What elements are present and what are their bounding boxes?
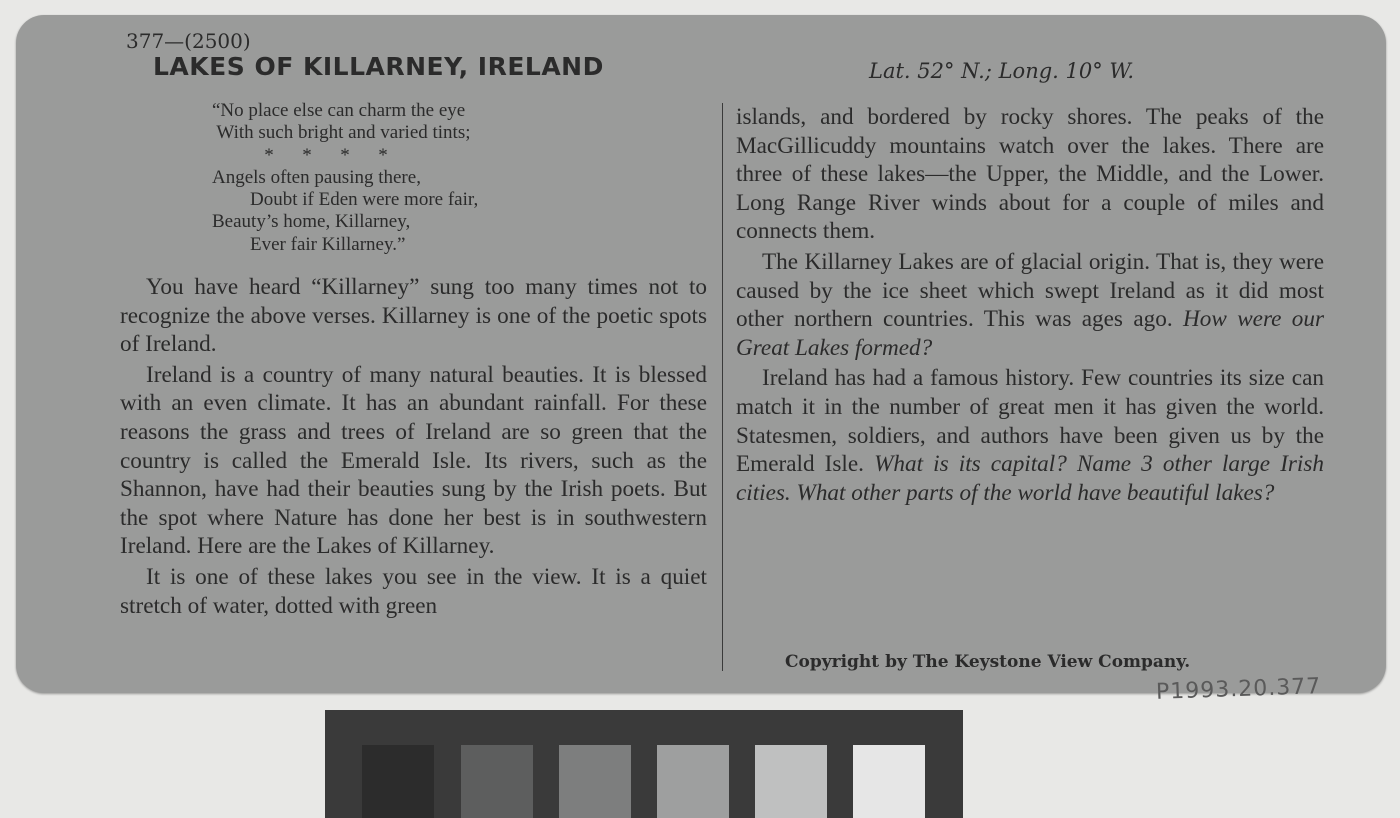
poem-line: Beauty’s home, Killarney,: [212, 211, 411, 233]
paragraph: [736, 364, 1324, 507]
poem-line: Doubt if Eden were more fair,: [212, 189, 479, 211]
poem-line: “No place else can charm the eye: [212, 100, 466, 121]
paragraph-text: The Killarney Lakes are of glacial origin. That is, they were caused by the ice sheet which swept Ireland as it did most other northern countries. This was ages ago.: [736, 248, 1324, 333]
color-checker: [325, 710, 963, 818]
accession-number: P1993.20.377: [1155, 674, 1322, 705]
study-question: What is its capital? Name 3 other large Irish cities. What other parts of the world have beautiful lakes?: [736, 451, 1324, 506]
poem-line: * * * *: [212, 144, 388, 166]
stereograph-card-back: [16, 15, 1386, 705]
card-title: LAKES OF KILLARNEY, IRELAND: [153, 52, 604, 81]
column-divider: [722, 103, 723, 671]
copyright-notice: Copyright by The Keystone View Company.: [785, 652, 1191, 672]
catalog-number: 377—(2500): [126, 29, 251, 53]
paragraph: Ireland is a country of many natural beauties. It is blessed with an even climate. It has an abundant rainfall. For these reasons the grass and trees of Ireland are so green that the country is called the Emerald Isle. Its rivers, such as the Shannon, have had their beauties sung by the Irish poets. But the spot where Nature has done her best is in southwestern Ireland. Here are the Lakes of Killarney.: [120, 361, 707, 560]
gray-swatch: [755, 745, 827, 818]
lat-long: Lat. 52° N.; Long. 10° W.: [869, 59, 1135, 83]
paragraph: [736, 248, 1324, 362]
left-column: [120, 273, 707, 622]
gray-swatch: [461, 745, 533, 818]
gray-swatch: [657, 745, 729, 818]
poem-line: Angels often pausing there,: [212, 166, 421, 188]
paragraph-text: Ireland has had a famous history. Few countries its size can match it in the number of great men it has given the world. Statesmen, soldiers, and authors have been given us by the Emerald Isle.: [736, 365, 1324, 478]
right-column: [736, 103, 1324, 509]
gray-swatch: [853, 745, 925, 818]
paragraph: You have heard “Killarney” sung too many times not to recognize the above verses. Killarney is one of the poetic spots of Ireland.: [120, 274, 707, 358]
paragraph: islands, and bordered by rocky shores. The peaks of the MacGillicuddy mountains watch over the lakes. There are three of these lakes—the Upper, the Middle, and the Lower. Long Range River winds about for a couple of miles and connects them.: [736, 104, 1324, 245]
paragraph: It is one of these lakes you see in the view. It is a quiet stretch of water, dotted with green: [120, 563, 707, 619]
poem-line: With such bright and varied tints;: [212, 122, 471, 144]
poem-line: Ever fair Killarney.”: [212, 233, 406, 255]
gray-swatch: [362, 745, 434, 818]
study-question: How were our Great Lakes formed?: [736, 306, 1325, 361]
poem: [212, 100, 682, 256]
gray-swatch: [559, 745, 631, 818]
